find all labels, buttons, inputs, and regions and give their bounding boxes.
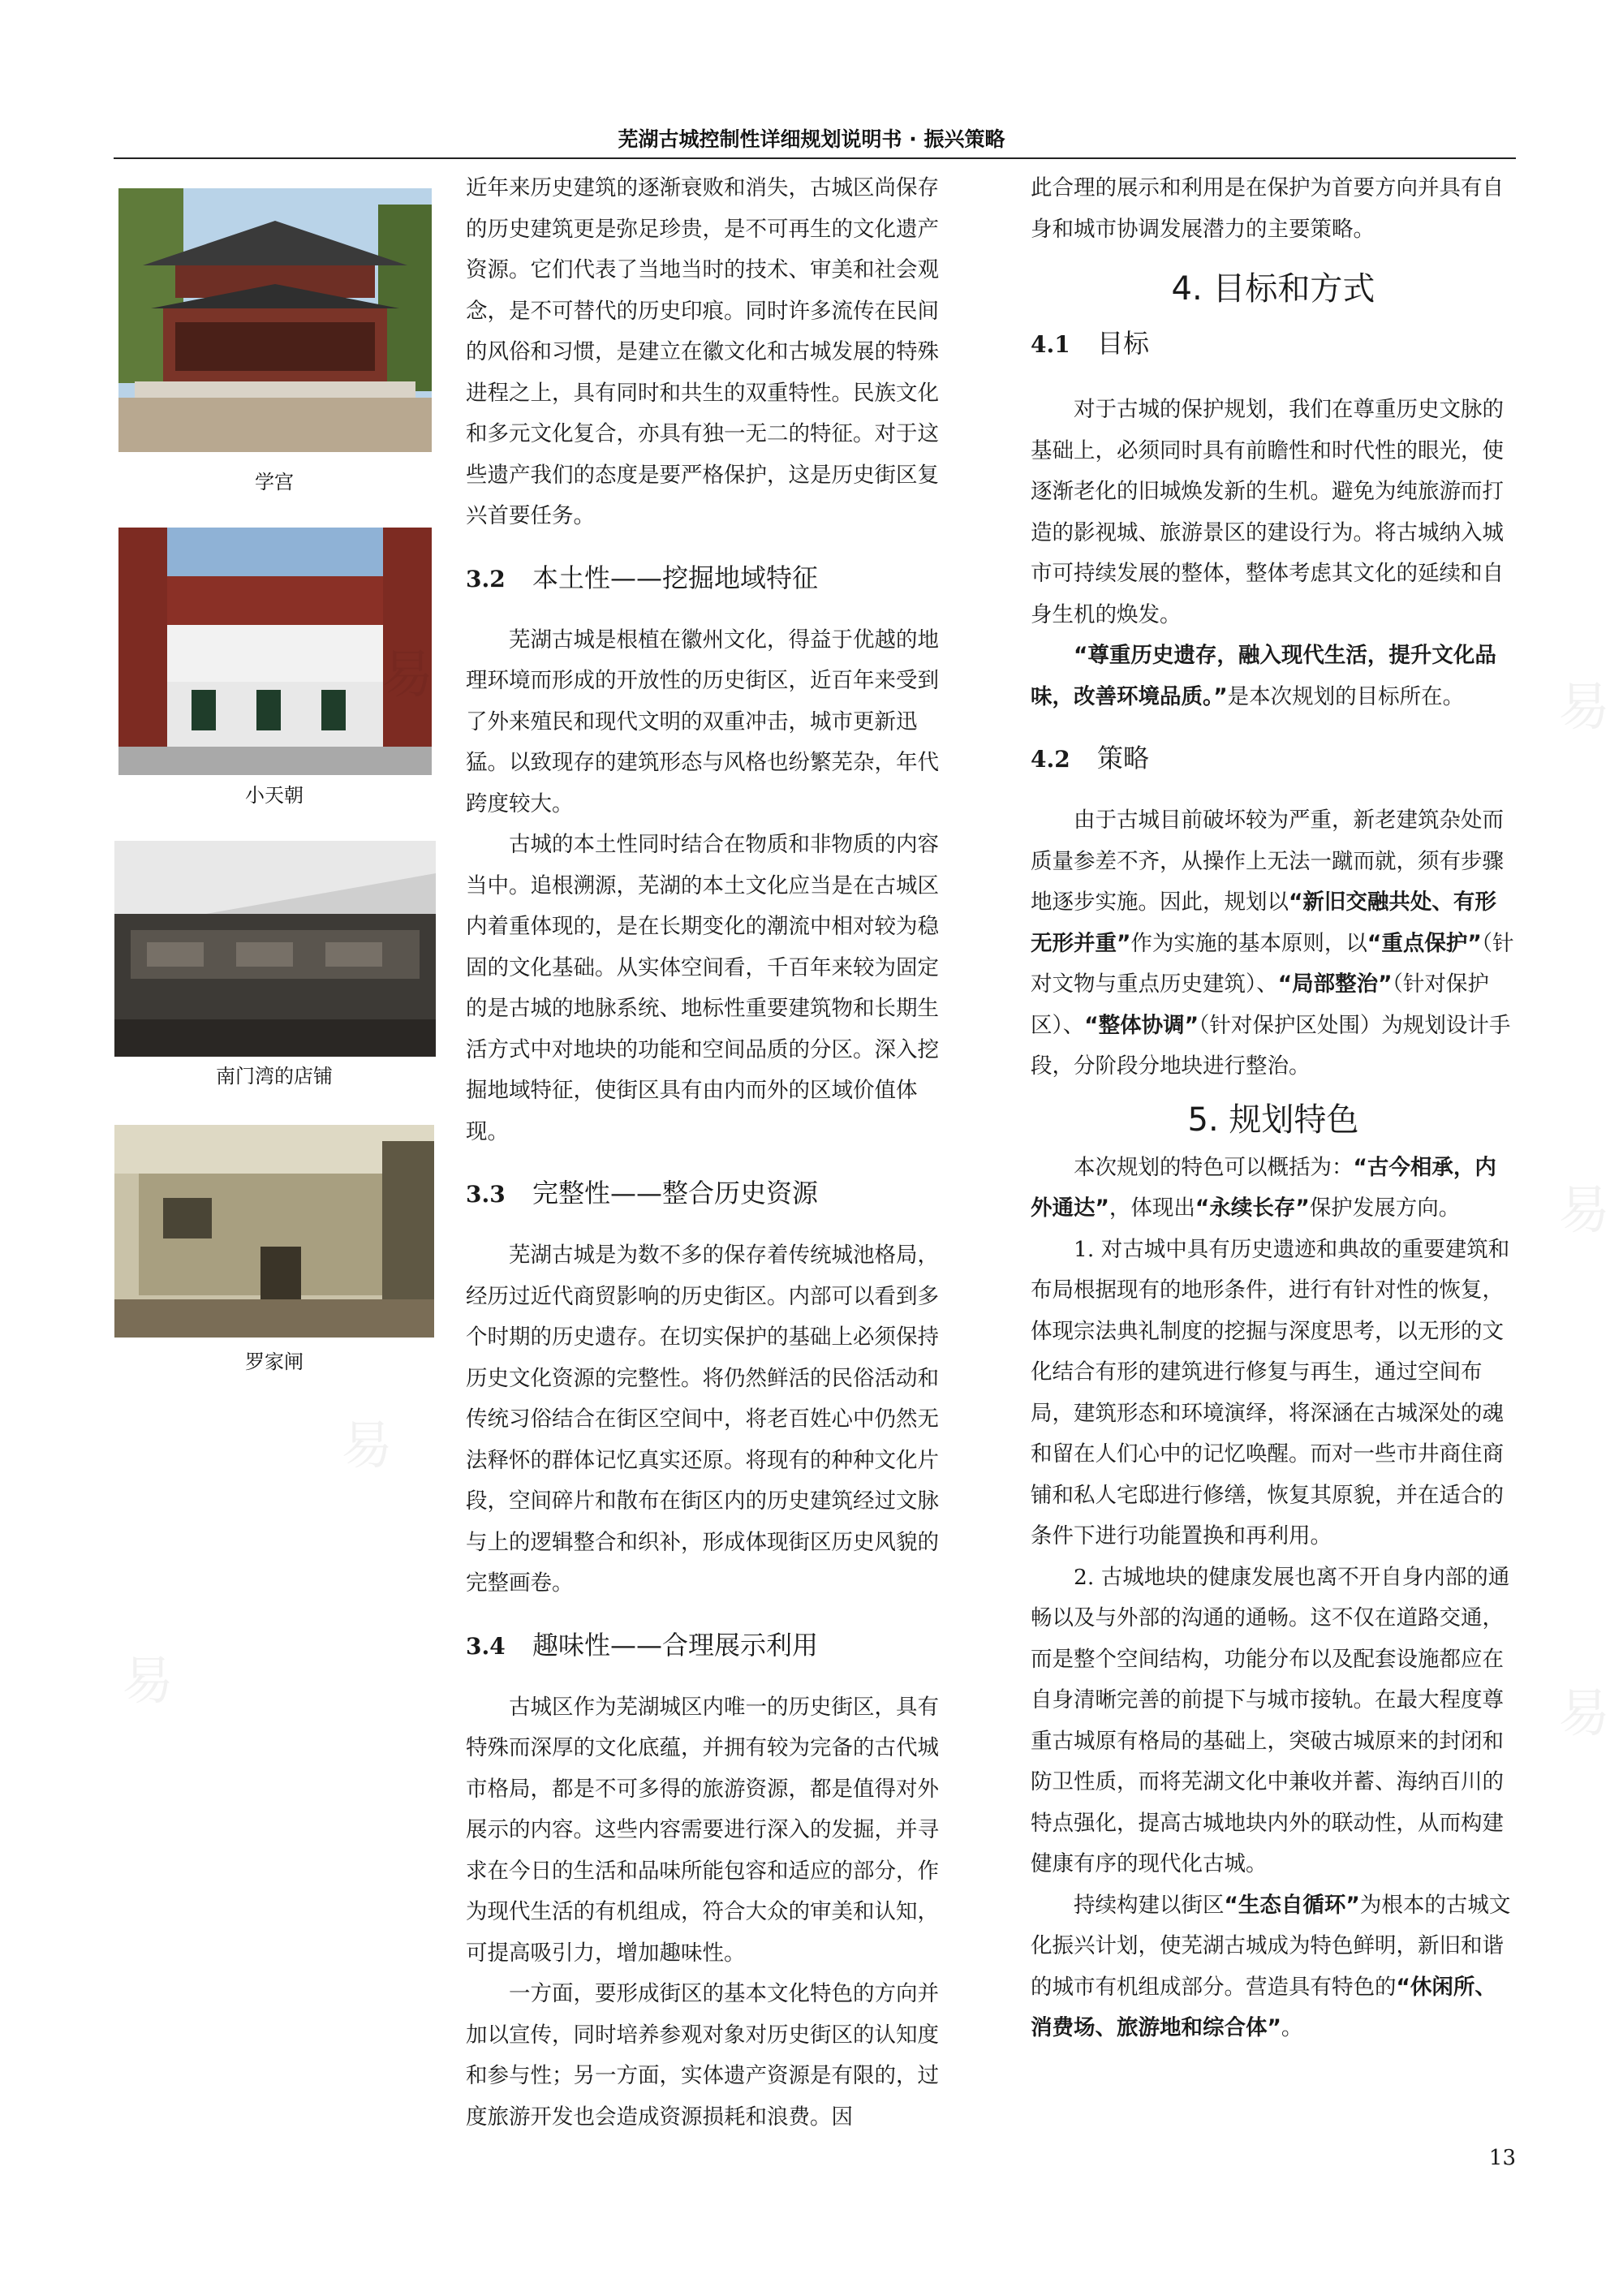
section-title: 趣味性——合理展示利用	[532, 1629, 819, 1661]
photo-caption: 学宫	[255, 471, 294, 493]
header-rule	[114, 157, 1516, 159]
watermark: 易	[1558, 1684, 1610, 1744]
text-run: （针对保护区处围）为规划设计手段，分阶段分地块进行整治。	[1031, 1012, 1511, 1079]
paragraph	[1031, 1148, 1516, 1230]
paragraph: 一方面，要形成街区的基本文化特色的方向并加以宣传，同时培养参观对象对历史街区的认知度和参与性；另一方面，实体遗产资源是有限的，过度旅游开发也会造成资源损耗和浪费。因	[466, 1981, 939, 2130]
watermark: 易	[1558, 678, 1610, 738]
paragraph: 古城的本土性同时结合在物质和非物质的内容当中。追根溯源，芜湖的本土文化应当是在古城区内着重体现的，是在长期变化的潮流中相对较为稳固的文化基础。从实体空间看，千百年来较为固定的是古城的地脉系统、地标性重要建筑物和长期生活方式中对地块的功能和空间品质的分区。深入挖掘地域特征，使街区具有由内而外的区域价值体现。	[466, 832, 939, 1144]
section-number: 3.2	[466, 565, 506, 592]
section-title: 策略	[1097, 743, 1150, 773]
text-run: 由于古城目前破坏较为严重，新老建筑杂处而质量参差不齐，从操作上无法一蹴而就，须有步骤地逐步实施。因此，规划以	[1031, 808, 1504, 915]
bold-phrase: “重点保护”	[1367, 930, 1482, 956]
paragraph	[1031, 800, 1516, 1088]
temple-building-photo	[118, 188, 432, 452]
courtyard-building-photo	[118, 528, 432, 775]
old-shopfront-photo	[114, 841, 436, 1057]
photo-caption: 小天朝	[245, 784, 304, 807]
bold-phrase: “永续长存”	[1195, 1195, 1310, 1221]
bold-phrase: “尊重历史遗存，融入现代生活，提升文化品味，改善环境品质。”	[1031, 643, 1496, 709]
section-number: 3.4	[466, 1632, 506, 1660]
text-run: 持续构建以街区	[1074, 1892, 1225, 1918]
photo-caption: 南门湾的店铺	[216, 1065, 333, 1088]
section-title: 目标	[1097, 328, 1150, 359]
text-column-right	[1031, 168, 1516, 2049]
section-number: 4.2	[1031, 746, 1070, 773]
paragraph: 对于古城的保护规划，我们在尊重历史文脉的基础上，必须同时具有前瞻性和时代性的眼光，使逐渐老化的旧城焕发新的生机。避免为纯旅游而打造的影视城、旅游景区的建设行为。将古城纳入城市可持续发展的整体，整体考虑其文化的延续和自身生机的焕发。	[1031, 397, 1504, 627]
old-house-photo	[114, 1125, 434, 1338]
paragraph: 1. 对古城中具有历史遗迹和典故的重要建筑和布局根据现有的地形条件，进行有针对性的恢复，体现宗法典礼制度的挖掘与深度思考，以无形的文化结合有形的建筑进行修复与再生，通过空间布局，建筑形态和环境演绎，将深涵在古城深处的魂和留在人们心中的记忆唤醒。而对一些市井商住商铺和私人宅邸进行修缮，恢复其原貌，并在适合的条件下进行功能置换和再利用。	[1031, 1236, 1510, 1549]
section-heading-3-2	[466, 558, 949, 600]
text-run: 本次规划的特色可以概括为：	[1074, 1154, 1354, 1180]
watermark: 易	[1558, 1181, 1610, 1241]
text-run: 作为实施的基本原则，以	[1130, 930, 1367, 956]
section-heading-4-1	[1031, 323, 1516, 365]
watermark: 易	[341, 1416, 393, 1476]
paragraph	[1031, 1885, 1516, 2049]
paragraph: 此合理的展示和利用是在保护为首要方向并具有自身和城市协调发展潜力的主要策略。	[1031, 175, 1504, 242]
section-title: 完整性——整合历史资源	[532, 1178, 819, 1208]
bold-phrase: “古今相承，内外通达”	[1031, 1154, 1496, 1221]
section-title: 本土性——挖掘地域特征	[532, 562, 819, 593]
text-column-middle	[466, 168, 949, 2138]
chapter-heading-4: 4. 目标和方式	[1171, 270, 1375, 308]
photo-caption: 罗家闸	[245, 1350, 304, 1373]
paragraph	[1031, 635, 1516, 717]
text-run: 是本次规划的目标所在。	[1227, 683, 1465, 709]
watermark: 易	[122, 1652, 174, 1712]
section-heading-3-4	[466, 1625, 949, 1667]
text-run: 。	[1281, 2015, 1303, 2040]
text-run: （针对文物与重点历史建筑）、	[1031, 930, 1514, 997]
section-heading-3-3	[466, 1173, 949, 1215]
bold-phrase: “局部整治”	[1277, 971, 1393, 997]
chapter-heading-5: 5. 规划特色	[1187, 1101, 1359, 1139]
section-number: 3.3	[466, 1181, 506, 1208]
text-run: ，体现出	[1109, 1195, 1195, 1221]
page-number: 13	[1488, 2146, 1516, 2170]
paragraph: 2. 古城地块的健康发展也离不开自身内部的通畅以及与外部的沟通的通畅。这不仅在道路交通，而是整个空间结构，功能分布以及配套设施都应在自身清晰完善的前提下与城市接轨。在最大程度尊重古城原有格局的基础上，突破古城原来的封闭和防卫性质，而将芜湖文化中兼收并蓄、海纳百川的特点强化，提高古城地块内外的联动性，从而构建健康有序的现代化古城。	[1031, 1564, 1510, 1876]
bold-phrase: “新旧交融共处、有形无形并重”	[1031, 890, 1496, 956]
paragraph: 芜湖古城是根植在徽州文化，得益于优越的地理环境而形成的开放性的历史街区，近百年来受到了外来殖民和现代文明的双重冲击，城市更新迅猛。以致现存的建筑形态与风格也纷繁芜杂，年代跨度较大。	[466, 627, 939, 816]
text-run: （针对保护区）、	[1031, 971, 1489, 1038]
section-number: 4.1	[1031, 331, 1070, 358]
text-run: 为根本的古城文化振兴计划，使芜湖古城成为特色鲜明，新旧和谐的城市有机组成部分。营造具有特色的	[1031, 1892, 1511, 2000]
bold-phrase: “休闲所、消费场、旅游地和综合体”	[1031, 1974, 1496, 2040]
paragraph: 近年来历史建筑的逐渐衰败和消失，古城区尚保存的历史建筑更是弥足珍贵，是不可再生的文化遗产资源。它们代表了当地当时的技术、审美和社会观念，是不可替代的历史印痕。同时许多流传在民间的风俗和习惯，是建立在徽文化和古城发展的特殊进程之上，具有同时和共生的双重特性。民族文化和多元文化复合，亦具有独一无二的特征。对于这些遗产我们的态度是要严格保护，这是历史街区复兴首要任务。	[466, 175, 939, 528]
bold-phrase: “生态自循环”	[1224, 1892, 1360, 1918]
bold-phrase: “整体协调”	[1084, 1012, 1199, 1038]
text-run: 保护发展方向。	[1309, 1195, 1461, 1221]
page-header: 芜湖古城控制性详细规划说明书 · 振兴策略	[618, 127, 1005, 151]
paragraph: 芜湖古城是为数不多的保存着传统城池格局，经历过近代商贸影响的历史街区。内部可以看到多个时期的历史遗存。在切实保护的基础上必须保持历史文化资源的完整性。将仍然鲜活的民俗活动和传统习俗结合在街区空间中，将老百姓心中仍然无法释怀的群体记忆真实还原。将现有的种种文化片段，空间碎片和散布在街区内的历史建筑经过文脉与上的逻辑整合和织补，形成体现街区历史风貌的完整画卷。	[466, 1243, 939, 1596]
section-heading-4-2	[1031, 738, 1516, 780]
paragraph: 古城区作为芜湖城区内唯一的历史街区，具有特殊而深厚的文化底蕴，并拥有较为完备的古代城市格局，都是不可多得的旅游资源，都是值得对外展示的内容。这些内容需要进行深入的发掘，并寻求在今日的生活和品味所能包容和适应的部分，作为现代生活的有机组成，符合大众的审美和认知，可提高吸引力，增加趣味性。	[466, 1694, 939, 1966]
